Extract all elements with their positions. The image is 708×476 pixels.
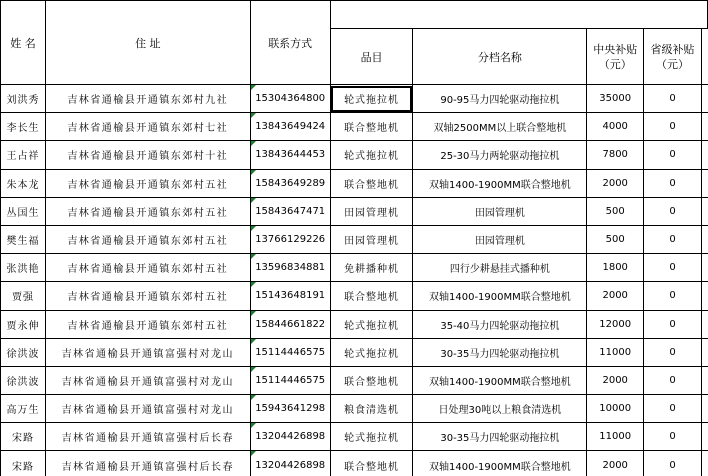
item-cell[interactable]: 田园管理机 [330, 197, 413, 225]
item-cell[interactable]: 田园管理机 [330, 225, 413, 253]
phone-cell[interactable] [250, 141, 330, 169]
name-cell[interactable]: 贾永伸 [1, 310, 46, 338]
category-cell[interactable]: 双轴1400-1900MM联合整地机 [413, 451, 587, 476]
central-subsidy-cell[interactable]: 7800 [587, 141, 644, 169]
phone-cell[interactable] [250, 338, 330, 366]
header-row-top [1, 1, 708, 29]
name-cell[interactable]: 徐洪波 [1, 338, 46, 366]
central-subsidy-cell[interactable]: 10000 [587, 395, 644, 423]
comment-indicator-icon [251, 367, 256, 372]
name-cell[interactable]: 丛国生 [1, 197, 46, 225]
item-cell[interactable]: 联合整地机 [330, 451, 413, 476]
name-cell[interactable]: 贾强 [1, 282, 46, 310]
comment-indicator-icon [251, 311, 256, 316]
phone-text: 13843644453 [255, 149, 326, 161]
table-row [1, 282, 708, 310]
address-cell[interactable]: 吉林省通榆县开通镇东郊村五社 [45, 254, 250, 282]
header-provincial-subsidy [644, 29, 702, 85]
phone-text: 13204426898 [255, 459, 326, 471]
phone-cell[interactable] [250, 225, 330, 253]
table-row [1, 310, 708, 338]
address-cell[interactable]: 吉林省通榆县开通镇富强村后长春 [45, 451, 250, 476]
name-cell[interactable]: 刘洪秀 [1, 85, 46, 113]
header-category: 分档名称 [413, 29, 587, 85]
provincial-subsidy-cell[interactable]: 0 [644, 169, 702, 197]
central-subsidy-cell[interactable]: 500 [587, 197, 644, 225]
provincial-subsidy-cell[interactable]: 0 [644, 225, 702, 253]
comment-indicator-icon [251, 339, 256, 344]
table-row [1, 366, 708, 394]
header-central-subsidy-text: 中央补贴 （元） [593, 42, 638, 71]
central-subsidy-cell[interactable]: 12000 [587, 310, 644, 338]
extra-cell [701, 113, 707, 141]
item-cell[interactable]: 粮食清选机 [330, 395, 413, 423]
address-cell[interactable]: 吉林省通榆县开通镇东郊村五社 [45, 282, 250, 310]
comment-indicator-icon [251, 141, 256, 146]
name-cell[interactable]: 宋路 [1, 423, 46, 451]
extra-cell [701, 169, 707, 197]
phone-cell[interactable] [250, 451, 330, 476]
central-subsidy-cell[interactable]: 2000 [587, 282, 644, 310]
extra-cell [701, 282, 707, 310]
provincial-subsidy-cell[interactable]: 0 [644, 141, 702, 169]
provincial-subsidy-cell[interactable]: 0 [644, 254, 702, 282]
name-cell[interactable]: 高万生 [1, 395, 46, 423]
extra-cell [701, 85, 707, 113]
address-cell[interactable]: 吉林省通榆县开通镇富强村后长春 [45, 423, 250, 451]
phone-cell[interactable] [250, 85, 330, 113]
item-cell[interactable]: 免耕播种机 [330, 254, 413, 282]
extra-cell [701, 141, 707, 169]
central-subsidy-cell[interactable]: 1800 [587, 254, 644, 282]
central-subsidy-cell[interactable]: 4000 [587, 113, 644, 141]
phone-text: 15844661822 [255, 318, 326, 330]
table-row [1, 338, 708, 366]
header-provincial-subsidy-text: 省级补贴 （元） [650, 42, 695, 71]
table-row [1, 169, 708, 197]
name-cell[interactable]: 徐洪波 [1, 366, 46, 394]
phone-cell[interactable] [250, 366, 330, 394]
category-cell[interactable]: 双轴1400-1900MM联合整地机 [413, 282, 587, 310]
comment-indicator-icon [251, 226, 256, 231]
category-cell[interactable]: 30-35马力四轮驱动拖拉机 [413, 423, 587, 451]
phone-text: 15843649289 [255, 177, 326, 189]
category-cell[interactable]: 90-95马力四轮驱动拖拉机 [413, 85, 587, 113]
name-cell[interactable]: 李长生 [1, 113, 46, 141]
extra-cell [701, 197, 707, 225]
phone-cell[interactable] [250, 169, 330, 197]
phone-text: 15143648191 [255, 290, 326, 302]
name-cell[interactable]: 王占祥 [1, 141, 46, 169]
item-cell[interactable]: 轮式拖拉机 [330, 423, 413, 451]
phone-text: 13843649424 [255, 121, 326, 133]
item-cell[interactable]: 联合整地机 [330, 113, 413, 141]
phone-text: 15304364800 [255, 93, 326, 105]
name-cell[interactable]: 朱本龙 [1, 169, 46, 197]
header-address: 住 址 [45, 1, 250, 85]
address-cell[interactable]: 吉林省通榆县开通镇东郊村五社 [45, 197, 250, 225]
comment-indicator-icon [251, 451, 256, 456]
name-cell[interactable]: 樊生福 [1, 225, 46, 253]
phone-text: 13596834881 [255, 262, 326, 274]
provincial-subsidy-cell[interactable]: 0 [644, 310, 702, 338]
extra-cell [701, 338, 707, 366]
item-cell[interactable]: 联合整地机 [330, 169, 413, 197]
category-cell[interactable]: 35-40马力四轮驱动拖拉机 [413, 310, 587, 338]
extra-cell [701, 366, 707, 394]
table-row [1, 395, 708, 423]
address-cell[interactable]: 吉林省通榆县开通镇东郊村十社 [45, 141, 250, 169]
phone-text: 13204426898 [255, 431, 326, 443]
central-subsidy-cell[interactable]: 11000 [587, 338, 644, 366]
comment-indicator-icon [251, 254, 256, 259]
table-row [1, 113, 708, 141]
header-name: 姓 名 [1, 1, 46, 85]
category-cell[interactable]: 30-35马力四轮驱动拖拉机 [413, 338, 587, 366]
address-cell[interactable]: 吉林省通榆县开通镇东郊村五社 [45, 225, 250, 253]
phone-cell[interactable] [250, 395, 330, 423]
comment-indicator-icon [251, 113, 256, 118]
phone-cell[interactable] [250, 310, 330, 338]
central-subsidy-cell[interactable]: 500 [587, 225, 644, 253]
table-row [1, 85, 708, 113]
comment-indicator-icon [251, 423, 256, 428]
table-row [1, 197, 708, 225]
phone-cell[interactable] [250, 254, 330, 282]
phone-cell[interactable] [250, 197, 330, 225]
extra-cell [701, 310, 707, 338]
category-cell[interactable]: 双轴1400-1900MM联合整地机 [413, 366, 587, 394]
extra-cell [701, 225, 707, 253]
central-subsidy-cell[interactable]: 2000 [587, 366, 644, 394]
comment-indicator-icon [251, 395, 256, 400]
provincial-subsidy-cell[interactable]: 0 [644, 282, 702, 310]
header-contact: 联系方式 [250, 1, 330, 85]
provincial-subsidy-cell[interactable]: 0 [644, 197, 702, 225]
category-cell[interactable]: 田园管理机 [413, 197, 587, 225]
table-row [1, 451, 708, 476]
name-cell[interactable]: 张洪艳 [1, 254, 46, 282]
comment-indicator-icon [251, 282, 256, 287]
phone-text: 15943641298 [255, 403, 326, 415]
extra-cell [701, 451, 707, 476]
header-item: 品目 [330, 29, 413, 85]
phone-cell[interactable] [250, 423, 330, 451]
item-cell[interactable]: 轮式拖拉机 [330, 310, 413, 338]
category-cell[interactable]: 双轴1400-1900MM联合整地机 [413, 169, 587, 197]
provincial-subsidy-cell[interactable]: 0 [644, 451, 702, 476]
provincial-subsidy-cell[interactable]: 0 [644, 423, 702, 451]
item-cell[interactable]: 轮式拖拉机 [330, 338, 413, 366]
category-cell[interactable]: 25-30马力两轮驱动拖拉机 [413, 141, 587, 169]
comment-indicator-icon [251, 198, 256, 203]
item-cell[interactable]: 联合整地机 [330, 282, 413, 310]
header-extra [701, 29, 707, 85]
header-blank [330, 1, 707, 29]
category-cell[interactable]: 日处理30吨以上粮食清选机 [413, 395, 587, 423]
item-cell[interactable]: 轮式拖拉机 [330, 85, 413, 113]
central-subsidy-cell[interactable]: 2000 [587, 169, 644, 197]
address-cell[interactable]: 吉林省通榆县开通镇富强村对龙山 [45, 395, 250, 423]
address-cell[interactable]: 吉林省通榆县开通镇富强村对龙山 [45, 366, 250, 394]
table-row [1, 254, 708, 282]
phone-text: 15114446575 [255, 346, 326, 358]
phone-text: 13766129226 [255, 234, 326, 246]
item-cell[interactable]: 联合整地机 [330, 366, 413, 394]
address-cell[interactable]: 吉林省通榆县开通镇东郊村九社 [45, 85, 250, 113]
address-cell[interactable]: 吉林省通榆县开通镇富强村对龙山 [45, 338, 250, 366]
table-row [1, 141, 708, 169]
provincial-subsidy-cell[interactable]: 0 [644, 338, 702, 366]
table-row [1, 225, 708, 253]
extra-cell [701, 395, 707, 423]
header-central-subsidy [587, 29, 644, 85]
phone-text: 15843647471 [255, 205, 326, 217]
table-row [1, 423, 708, 451]
central-subsidy-cell[interactable]: 11000 [587, 423, 644, 451]
comment-indicator-icon [251, 85, 256, 90]
provincial-subsidy-cell[interactable]: 0 [644, 366, 702, 394]
extra-cell [701, 254, 707, 282]
name-cell[interactable]: 宋路 [1, 451, 46, 476]
item-cell[interactable]: 轮式拖拉机 [330, 141, 413, 169]
phone-text: 15114446575 [255, 374, 326, 386]
provincial-subsidy-cell[interactable]: 0 [644, 395, 702, 423]
provincial-subsidy-cell[interactable]: 0 [644, 85, 702, 113]
category-cell[interactable]: 田园管理机 [413, 225, 587, 253]
provincial-subsidy-cell[interactable]: 0 [644, 113, 702, 141]
address-cell[interactable]: 吉林省通榆县开通镇东郊村七社 [45, 113, 250, 141]
extra-cell [701, 423, 707, 451]
category-cell[interactable]: 四行少耕悬挂式播种机 [413, 254, 587, 282]
central-subsidy-cell[interactable]: 2000 [587, 451, 644, 476]
central-subsidy-cell[interactable]: 35000 [587, 85, 644, 113]
phone-cell[interactable] [250, 282, 330, 310]
comment-indicator-icon [251, 170, 256, 175]
address-cell[interactable]: 吉林省通榆县开通镇东郊村五社 [45, 310, 250, 338]
phone-cell[interactable] [250, 113, 330, 141]
category-cell[interactable]: 双轴2500MM以上联合整地机 [413, 113, 587, 141]
address-cell[interactable]: 吉林省通榆县开通镇东郊村五社 [45, 169, 250, 197]
